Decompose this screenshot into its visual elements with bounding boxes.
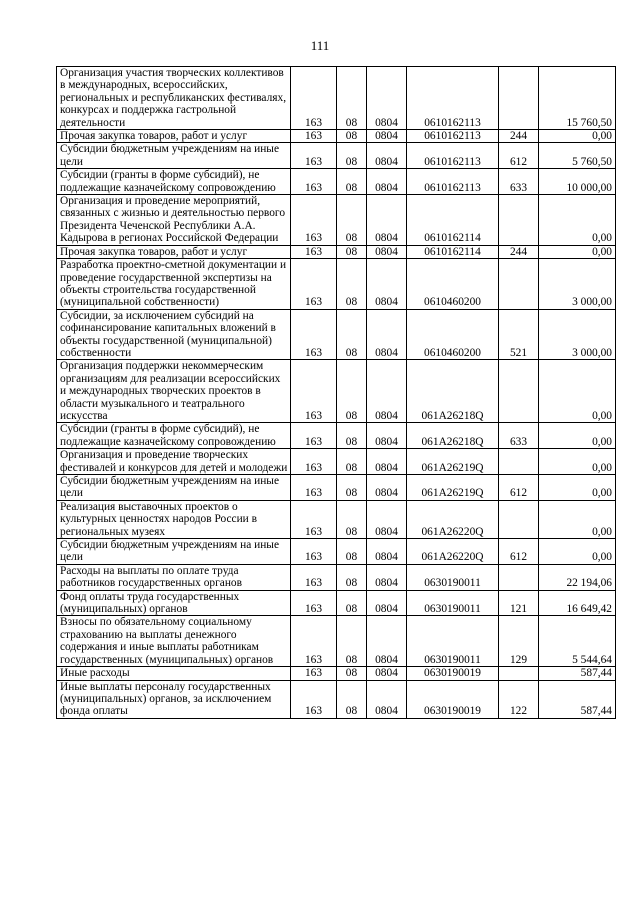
table-row: [57, 245, 616, 258]
amount: 0,00: [539, 423, 616, 449]
section-code: 08: [337, 680, 367, 718]
subsection-code: 0804: [367, 195, 407, 246]
table-row: [57, 616, 616, 667]
row-name: Расходы на выплаты по оплате труда работников государственных органов: [57, 564, 291, 590]
amount: 0,00: [539, 360, 616, 423]
admin-code: 163: [291, 475, 337, 501]
target-code: 0610460200: [407, 309, 499, 360]
admin-code: 163: [291, 564, 337, 590]
target-code: 0610162113: [407, 67, 499, 130]
admin-code: 163: [291, 169, 337, 195]
row-name: Иные расходы: [57, 667, 291, 680]
admin-code: 163: [291, 245, 337, 258]
expense-type-code: [499, 195, 539, 246]
expense-type-code: [499, 500, 539, 538]
amount: 3 000,00: [539, 259, 616, 310]
admin-code: 163: [291, 590, 337, 616]
amount: 0,00: [539, 195, 616, 246]
section-code: 08: [337, 539, 367, 565]
table-row: [57, 423, 616, 449]
subsection-code: 0804: [367, 616, 407, 667]
target-code: 061A26219Q: [407, 449, 499, 475]
admin-code: 163: [291, 195, 337, 246]
expense-type-code: [499, 564, 539, 590]
expense-type-code: 129: [499, 616, 539, 667]
subsection-code: 0804: [367, 680, 407, 718]
subsection-code: 0804: [367, 449, 407, 475]
target-code: 0610162113: [407, 169, 499, 195]
section-code: 08: [337, 590, 367, 616]
table-row: [57, 680, 616, 718]
section-code: 08: [337, 616, 367, 667]
row-name: Субсидии (гранты в форме субсидий), не подлежащие казначейскому сопровождению: [57, 169, 291, 195]
amount: 0,00: [539, 475, 616, 501]
row-name: Реализация выставочных проектов о культурных ценностях народов России в региональных музеях: [57, 500, 291, 538]
admin-code: 163: [291, 143, 337, 169]
amount: 0,00: [539, 245, 616, 258]
target-code: 0610162113: [407, 143, 499, 169]
admin-code: 163: [291, 500, 337, 538]
subsection-code: 0804: [367, 564, 407, 590]
target-code: 0610162114: [407, 195, 499, 246]
expense-type-code: 244: [499, 245, 539, 258]
target-code: 0630190011: [407, 564, 499, 590]
section-code: 08: [337, 475, 367, 501]
table-row: [57, 449, 616, 475]
admin-code: 163: [291, 667, 337, 680]
amount: 0,00: [539, 500, 616, 538]
table-row: [57, 143, 616, 169]
target-code: 061A26220Q: [407, 500, 499, 538]
target-code: 061A26218Q: [407, 423, 499, 449]
expense-type-code: 612: [499, 143, 539, 169]
table-row: [57, 500, 616, 538]
table-row: [57, 259, 616, 310]
row-name: Разработка проектно-сметной документации и проведение государственной экспертизы на объекты строительства государственной (муниципальной собственности): [57, 259, 291, 310]
subsection-code: 0804: [367, 539, 407, 565]
row-name: Организация поддержки некоммерческим организациям для реализации всероссийских и международных творческих проектов в области музыкального и театрального искусства: [57, 360, 291, 423]
expense-type-code: 633: [499, 169, 539, 195]
section-code: 08: [337, 169, 367, 195]
table-row: [57, 539, 616, 565]
table-row: [57, 130, 616, 143]
table-row: [57, 360, 616, 423]
subsection-code: 0804: [367, 423, 407, 449]
table-row: [57, 590, 616, 616]
page-number: 111: [310, 38, 330, 53]
table-row: [57, 475, 616, 501]
amount: 10 000,00: [539, 169, 616, 195]
subsection-code: 0804: [367, 245, 407, 258]
table-row: [57, 667, 616, 680]
admin-code: 163: [291, 309, 337, 360]
row-name: Субсидии бюджетным учреждениям на иные цели: [57, 143, 291, 169]
row-name: Организация и проведение мероприятий, связанных с жизнью и деятельностью первого Президента Чеченской Республики А.А. Кадырова в регионах Российской Федерации: [57, 195, 291, 246]
target-code: 0610162113: [407, 130, 499, 143]
target-code: 0610162114: [407, 245, 499, 258]
expense-type-code: 633: [499, 423, 539, 449]
expense-type-code: 122: [499, 680, 539, 718]
section-code: 08: [337, 259, 367, 310]
admin-code: 163: [291, 259, 337, 310]
section-code: 08: [337, 449, 367, 475]
section-code: 08: [337, 360, 367, 423]
amount: 0,00: [539, 130, 616, 143]
target-code: 061A26219Q: [407, 475, 499, 501]
amount: 15 760,50: [539, 67, 616, 130]
section-code: 08: [337, 245, 367, 258]
row-name: Взносы по обязательному социальному страхованию на выплаты денежного содержания и иные выплаты работникам государственных (муниципальных) органов: [57, 616, 291, 667]
section-code: 08: [337, 195, 367, 246]
row-name: Организация и проведение творческих фестивалей и конкурсов для детей и молодежи: [57, 449, 291, 475]
subsection-code: 0804: [367, 590, 407, 616]
subsection-code: 0804: [367, 309, 407, 360]
admin-code: 163: [291, 67, 337, 130]
subsection-code: 0804: [367, 475, 407, 501]
expense-type-code: [499, 360, 539, 423]
amount: 0,00: [539, 539, 616, 565]
subsection-code: 0804: [367, 169, 407, 195]
row-name: Субсидии, за исключением субсидий на софинансирование капитальных вложений в объекты государственной (муниципальной) собственности: [57, 309, 291, 360]
section-code: 08: [337, 667, 367, 680]
amount: 0,00: [539, 449, 616, 475]
section-code: 08: [337, 130, 367, 143]
subsection-code: 0804: [367, 143, 407, 169]
expense-type-code: 244: [499, 130, 539, 143]
admin-code: 163: [291, 130, 337, 143]
target-code: 0630190011: [407, 616, 499, 667]
amount: 5 544,64: [539, 616, 616, 667]
row-name: Фонд оплаты труда государственных (муниципальных) органов: [57, 590, 291, 616]
expense-type-code: [499, 259, 539, 310]
subsection-code: 0804: [367, 667, 407, 680]
expense-type-code: 612: [499, 539, 539, 565]
subsection-code: 0804: [367, 259, 407, 310]
table-row: [57, 67, 616, 130]
subsection-code: 0804: [367, 360, 407, 423]
target-code: 0630190011: [407, 590, 499, 616]
row-name: Организация участия творческих коллективов в международных, всероссийских, региональных и республиканских фестивалях, конкурсах и поддержка гастрольной деятельности: [57, 67, 291, 130]
target-code: 0630190019: [407, 680, 499, 718]
row-name: Прочая закупка товаров, работ и услуг: [57, 130, 291, 143]
section-code: 08: [337, 67, 367, 130]
target-code: 061A26220Q: [407, 539, 499, 565]
section-code: 08: [337, 500, 367, 538]
target-code: 061A26218Q: [407, 360, 499, 423]
admin-code: 163: [291, 360, 337, 423]
admin-code: 163: [291, 449, 337, 475]
expense-type-code: 121: [499, 590, 539, 616]
admin-code: 163: [291, 423, 337, 449]
table-row: [57, 195, 616, 246]
row-name: Субсидии бюджетным учреждениям на иные цели: [57, 475, 291, 501]
section-code: 08: [337, 423, 367, 449]
row-name: Субсидии бюджетным учреждениям на иные цели: [57, 539, 291, 565]
table-row: [57, 564, 616, 590]
admin-code: 163: [291, 539, 337, 565]
section-code: 08: [337, 564, 367, 590]
amount: 22 194,06: [539, 564, 616, 590]
target-code: 0610460200: [407, 259, 499, 310]
expense-type-code: [499, 667, 539, 680]
subsection-code: 0804: [367, 130, 407, 143]
table-row: [57, 169, 616, 195]
expense-type-code: [499, 67, 539, 130]
section-code: 08: [337, 309, 367, 360]
expense-type-code: 612: [499, 475, 539, 501]
amount: 587,44: [539, 680, 616, 718]
amount: 3 000,00: [539, 309, 616, 360]
table-row: [57, 309, 616, 360]
amount: 5 760,50: [539, 143, 616, 169]
admin-code: 163: [291, 680, 337, 718]
budget-table: [56, 66, 616, 719]
admin-code: 163: [291, 616, 337, 667]
budget-table-body: [57, 67, 616, 719]
target-code: 0630190019: [407, 667, 499, 680]
expense-type-code: 521: [499, 309, 539, 360]
expense-type-code: [499, 449, 539, 475]
subsection-code: 0804: [367, 500, 407, 538]
row-name: Иные выплаты персоналу государственных (муниципальных) органов, за исключением фонда оплаты: [57, 680, 291, 718]
row-name: Субсидии (гранты в форме субсидий), не подлежащие казначейскому сопровождению: [57, 423, 291, 449]
amount: 587,44: [539, 667, 616, 680]
row-name: Прочая закупка товаров, работ и услуг: [57, 245, 291, 258]
subsection-code: 0804: [367, 67, 407, 130]
amount: 16 649,42: [539, 590, 616, 616]
section-code: 08: [337, 143, 367, 169]
